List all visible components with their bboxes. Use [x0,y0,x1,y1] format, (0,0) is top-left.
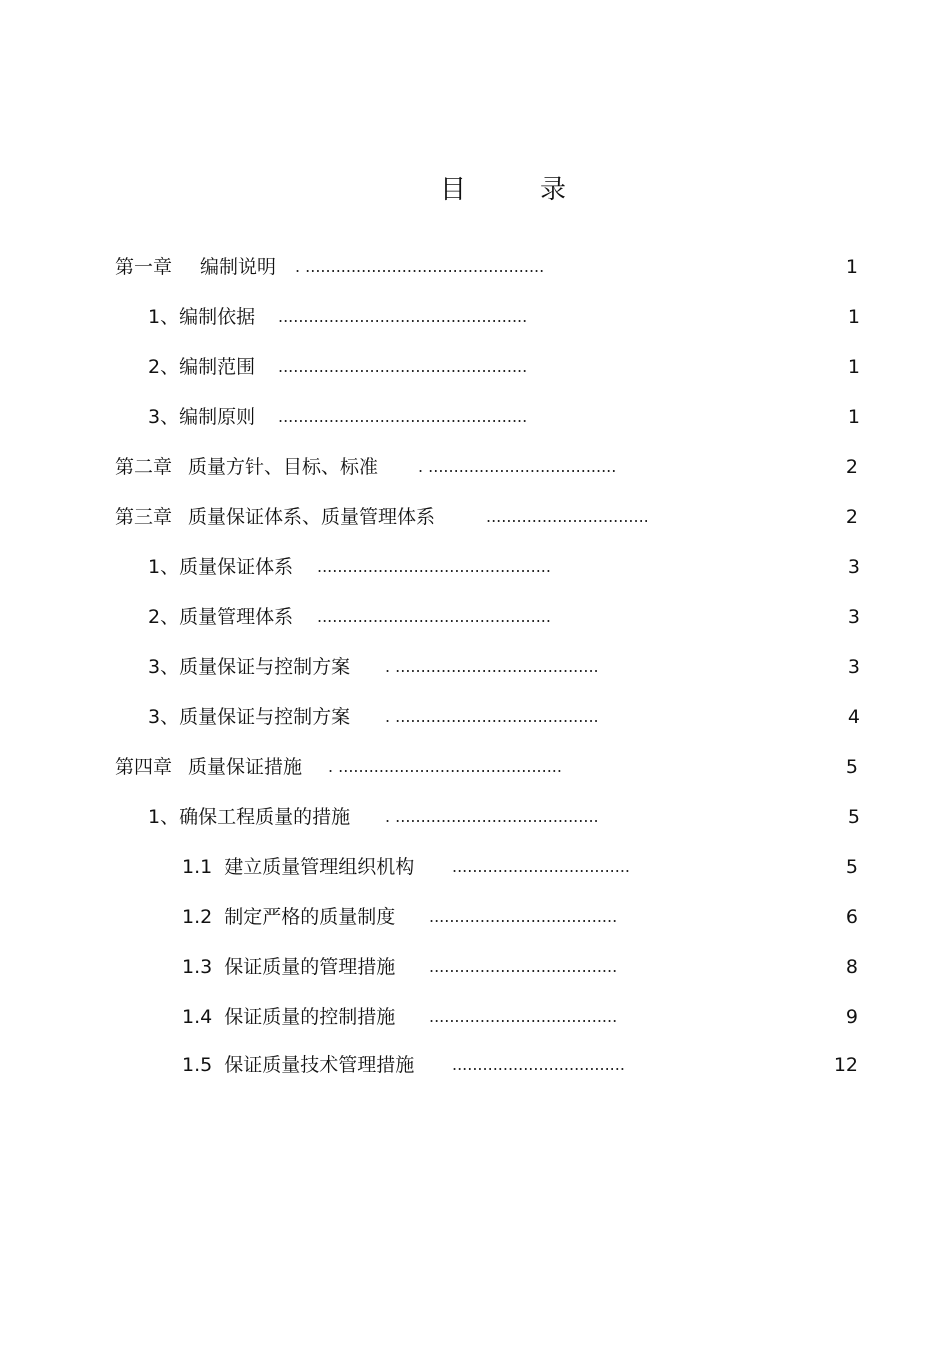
toc-entry[interactable] [0,502,950,532]
title-char-1: 目 [440,175,467,205]
toc-entry[interactable] [0,852,950,882]
toc-entry-leader: .............................................. [317,607,551,626]
toc-entry-label: 1.1 建立质量管理组织机构 [182,856,415,878]
toc-entry[interactable] [0,452,950,482]
toc-entry-label: 第一章 编制说明 [115,256,277,278]
toc-entry[interactable] [0,552,950,582]
toc-entry-page: 4 [847,706,860,728]
toc-entry[interactable] [0,352,950,382]
toc-entry-label: 1.4 保证质量的控制措施 [182,1006,396,1028]
toc-entry-page: 1 [847,406,860,428]
toc-entry-label: 第二章 质量方针、目标、标准 [115,456,379,478]
toc-entry-leader: ................................................. [278,307,528,326]
toc-entry[interactable] [0,252,950,282]
toc-entry-page: 12 [833,1054,858,1076]
toc-entry-leader: . ............................................ [328,757,562,776]
toc-entry-label: 1、确保工程质量的措施 [148,806,351,828]
toc-entry-label: 2、编制范围 [148,356,256,378]
toc-entry-page: 3 [847,606,860,628]
toc-entry-label: 1.3 保证质量的管理措施 [182,956,396,978]
toc-entry-leader: . ............................................... [295,257,545,276]
title-char-2: 录 [540,175,567,205]
toc-entry-label: 第四章 质量保证措施 [115,756,303,778]
toc-entry-page: 9 [845,1006,858,1028]
toc-entry-leader: ..................................... [429,907,618,926]
toc-entry[interactable] [0,602,950,632]
toc-entry-leader: . ........................................ [385,707,599,726]
toc-entry[interactable] [0,902,950,932]
toc-entry-label: 第三章 质量保证体系、质量管理体系 [115,506,436,528]
toc-entry-leader: .................................. [452,1055,625,1074]
toc-entry[interactable] [0,1050,950,1080]
toc-entry-page: 5 [847,806,860,828]
toc-entry-leader: ................................ [486,507,649,526]
toc-entry[interactable] [0,952,950,982]
toc-entry-page: 5 [845,756,858,778]
toc-entry-page: 8 [845,956,858,978]
toc-entry-page: 2 [845,506,858,528]
toc-entry-label: 2、质量管理体系 [148,606,294,628]
toc-entry[interactable] [0,1002,950,1032]
toc-entry-page: 3 [847,656,860,678]
toc-entry-leader: ................................................. [278,357,528,376]
toc-entry-label: 1.5 保证质量技术管理措施 [182,1054,415,1076]
toc-entry-leader: . ........................................ [385,657,599,676]
toc-entry[interactable] [0,652,950,682]
toc-entry-page: 1 [847,306,860,328]
toc-entry-leader: ..................................... [429,1007,618,1026]
toc-entry-page: 1 [847,356,860,378]
toc-entry[interactable] [0,802,950,832]
toc-entry[interactable] [0,752,950,782]
toc-entry[interactable] [0,702,950,732]
toc-entry-leader: . ........................................ [385,807,599,826]
toc-entry[interactable] [0,302,950,332]
toc-entry-page: 6 [845,906,858,928]
toc-entry-page: 5 [845,856,858,878]
toc-entry-label: 1.2 制定严格的质量制度 [182,906,396,928]
toc-entry-page: 1 [845,256,858,278]
toc-entry-label: 1、质量保证体系 [148,556,294,578]
toc-entry-leader: ..................................... [429,957,618,976]
toc-entry-page: 3 [847,556,860,578]
toc-entry-page: 2 [845,456,858,478]
toc-entry-label: 3、编制原则 [148,406,256,428]
toc-entry-leader: .............................................. [317,557,551,576]
toc-entry-label: 3、质量保证与控制方案 [148,706,351,728]
toc-entry-leader: . ..................................... [418,457,617,476]
toc-entry-leader: ................................... [452,857,631,876]
toc-entry[interactable] [0,402,950,432]
toc-entry-label: 1、编制依据 [148,306,256,328]
toc-entry-leader: ................................................. [278,407,528,426]
toc-entry-label: 3、质量保证与控制方案 [148,656,351,678]
